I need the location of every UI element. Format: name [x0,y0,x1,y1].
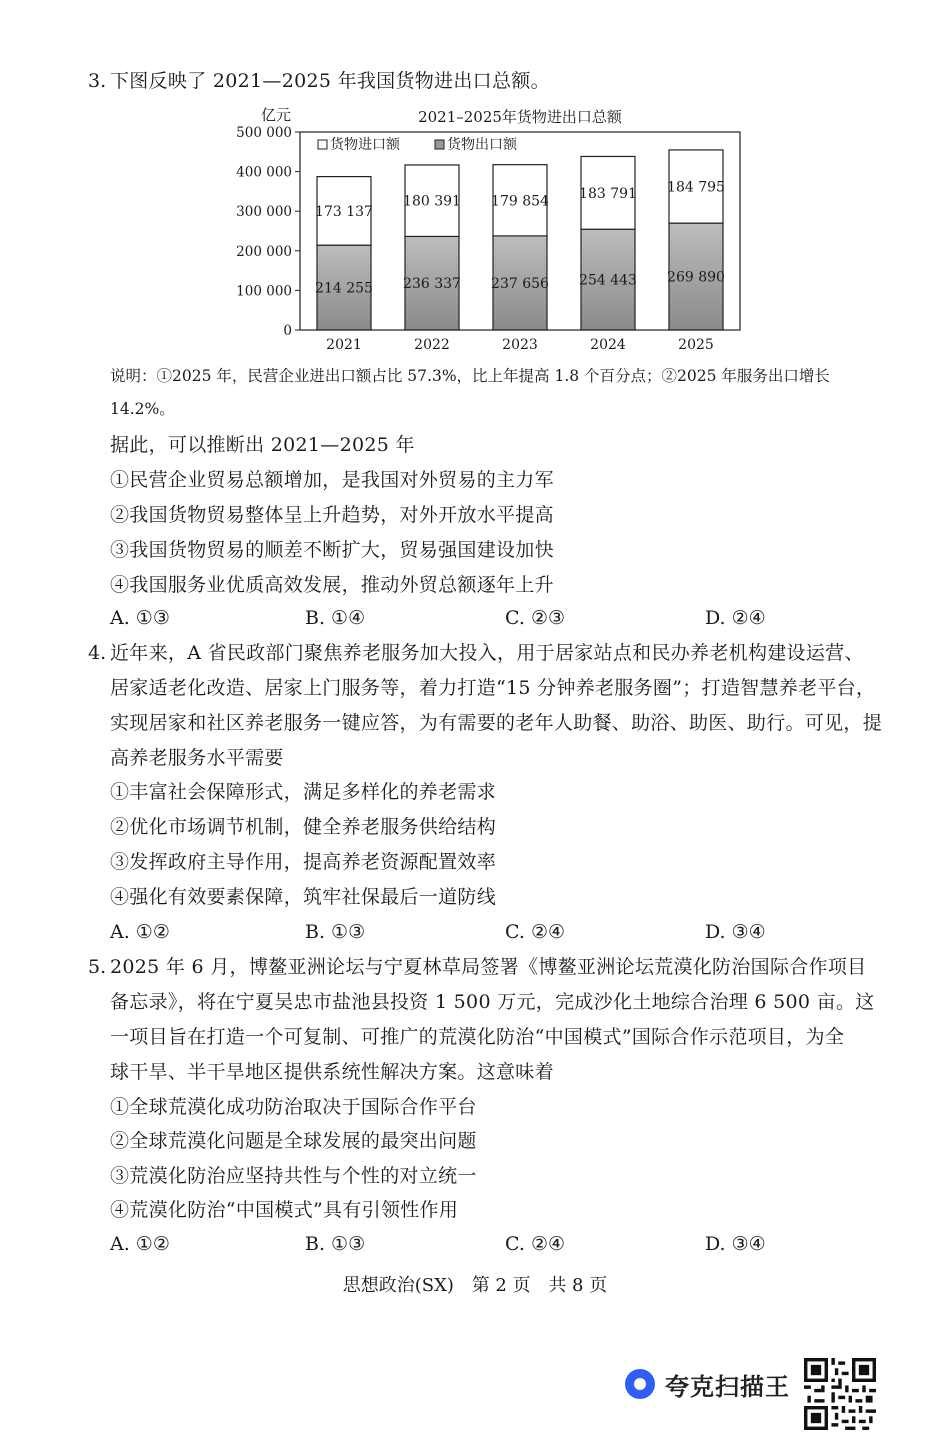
q3-option-b[interactable]: B. ①④ [305,607,366,629]
page-footer [0,1273,950,1299]
q3-option-d[interactable]: D. ②④ [705,607,766,629]
q4-stem-line1: 近年来，A 省民政部门聚焦养老服务加大投入，用于居家站点和民办养老机构建设运营、 [110,642,864,664]
q5-option-a[interactable]: A. ①② [110,1233,170,1255]
q3-note-line2: 14.2%。 [110,400,175,418]
scanner-watermark [625,1362,790,1406]
q5-option-b[interactable]: B. ①③ [305,1233,366,1255]
q5-item-4: ④荒漠化防治“中国模式”具有引领性作用 [110,1199,459,1221]
q4-option-c[interactable]: C. ②④ [505,921,566,943]
q5-item-2: ②全球荒漠化问题是全球发展的最突出问题 [110,1130,477,1152]
x-tick-label-2022: 2022 [414,337,450,353]
trade-chart-svg [230,100,750,360]
y-tick-label: 200 000 [236,243,292,260]
q4-number: 4. [88,642,107,664]
q4-item-1: ①丰富社会保障形式，满足多样化的养老需求 [110,781,497,803]
x-tick-label-2023: 2023 [502,337,538,353]
qr-code-icon [804,1358,876,1430]
scanner-app-name: 夸克扫描王 [665,1372,790,1401]
q3-item-3: ③我国货物贸易的顺差不断扩大，贸易强国建设加快 [110,539,554,561]
q4-option-b[interactable]: B. ①③ [305,921,366,943]
footer-subject: 思想政治(SX) [342,1275,454,1296]
q4-item-3: ③发挥政府主导作用，提高养老资源配置效率 [110,851,497,873]
q3-item-1: ①民营企业贸易总额增加，是我国对外贸易的主力军 [110,469,554,491]
q5-option-c[interactable]: C. ②④ [505,1233,566,1255]
data-label-export-2023: 237 656 [491,275,549,292]
q4-stem-line3: 实现居家和社区养老服务一键应答，为有需要的老年人助餐、助浴、助医、助行。可见，提 [110,712,883,734]
legend-swatch-import [318,140,327,149]
q3-option-a[interactable]: A. ①③ [110,607,170,629]
q5-option-d[interactable]: D. ③④ [705,1233,766,1255]
data-label-export-2025: 269 890 [667,269,725,286]
q3-number: 3. [88,70,107,92]
q5-number: 5. [88,956,107,978]
q5-stem-line3: 一项目旨在打造一个可复制、可推广的荒漠化防治“中国模式”国际合作示范项目，为全 [110,1026,845,1048]
q4-item-4: ④强化有效要素保障，筑牢社保最后一道防线 [110,886,497,908]
q5-stem-line2: 备忘录》，将在宁夏吴忠市盐池县投资 1 500 万元，完成沙化土地综合治理 6 500 亩。这 [110,991,875,1013]
y-tick-label: 400 000 [236,164,292,181]
q5-stem-line4: 球干旱、半干旱地区提供系统性解决方案。这意味着 [110,1061,554,1083]
data-label-export-2022: 236 337 [403,276,461,293]
q3-item-4: ④我国服务业优质高效发展，推动外贸总额逐年上升 [110,574,554,596]
chart-title: 2021–2025年货物进出口总额 [418,108,622,126]
quark-logo-icon [625,1369,655,1399]
x-tick-label-2025: 2025 [678,337,714,353]
q3-item-2: ②我国货物贸易整体呈上升趋势，对外开放水平提高 [110,504,554,526]
x-tick-label-2024: 2024 [590,337,626,353]
x-tick-label-2021: 2021 [326,337,362,353]
y-tick-label: 500 000 [236,125,292,141]
y-tick-label: 100 000 [236,283,292,300]
q4-option-d[interactable]: D. ③④ [705,921,766,943]
legend-swatch-export [435,140,444,149]
data-label-import-2023: 179 854 [491,193,549,210]
q3-stem: 下图反映了 2021—2025 年我国货物进出口总额。 [110,70,550,92]
data-label-export-2024: 254 443 [579,272,637,289]
q5-item-3: ③荒漠化防治应坚持共性与个性的对立统一 [110,1165,477,1187]
data-label-import-2021: 173 137 [315,203,373,220]
q5-item-1: ①全球荒漠化成功防治取决于国际合作平台 [110,1096,477,1118]
q4-option-a[interactable]: A. ①② [110,921,170,943]
data-label-export-2021: 214 255 [315,280,373,297]
q4-item-2: ②优化市场调节机制，健全养老服务供给结构 [110,816,497,838]
q3-note-line1: 说明：①2025 年，民营企业进出口额占比 57.3%，比上年提高 1.8 个百分点；②2025 年服务出口增长 [110,367,830,385]
q3-lead: 据此，可以推断出 2021—2025 年 [110,434,415,456]
q5-stem-line1: 2025 年 6 月，博鳌亚洲论坛与宁夏林草局签署《博鳌亚洲论坛荒漠化防治国际合作项目 [110,956,867,978]
q3-option-c[interactable]: C. ②③ [505,607,566,629]
y-axis-label: 亿元 [260,106,292,124]
y-tick-label: 0 [283,323,292,339]
y-tick-label: 300 000 [236,204,292,221]
footer-total: 共 8 页 [548,1275,608,1296]
legend-import: 货物进口额 [330,137,400,153]
data-label-import-2025: 184 795 [667,179,725,196]
data-label-import-2022: 180 391 [403,193,461,210]
q4-stem-line4: 高养老服务水平需要 [110,747,284,769]
trade-chart [230,100,750,360]
footer-page: 第 2 页 [471,1275,531,1296]
q4-stem-line2: 居家适老化改造、居家上门服务等，着力打造“15 分钟养老服务圈”；打造智慧养老平台， [110,677,876,699]
legend-export: 货物出口额 [447,137,517,153]
data-label-import-2024: 183 791 [579,185,637,202]
